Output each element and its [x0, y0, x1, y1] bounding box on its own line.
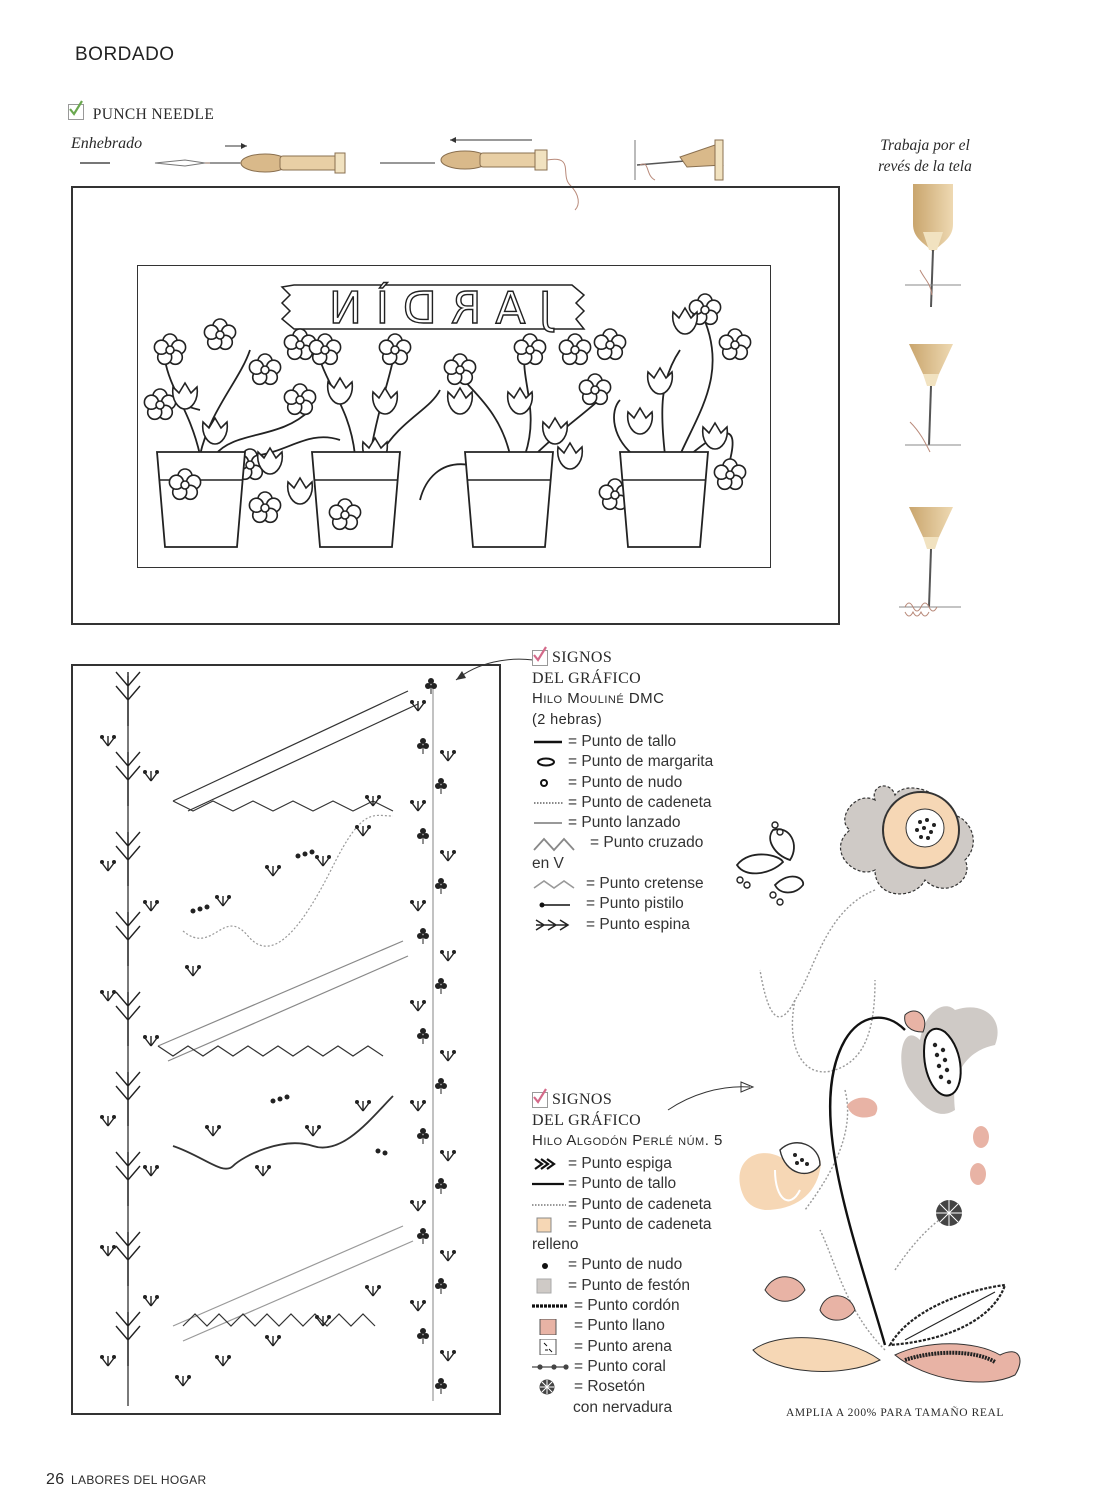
legend-item: = Punto de cadeneta [532, 1195, 712, 1215]
work-label [862, 135, 988, 177]
french-knot-icon [532, 775, 566, 791]
jardin-word: JARDÌN [314, 282, 552, 334]
checkbox-icon [532, 650, 548, 666]
work-label-line2: revés de la tela [878, 158, 972, 175]
legend-perle-thread: Hilo Algodón Perlé núm. 5 [532, 1132, 723, 1149]
cretan-stitch-icon [532, 876, 584, 892]
fly-stitch-icon [532, 917, 584, 933]
punch-steps-illustration [895, 182, 970, 632]
scale-note: AMPLIA A 200% PARA TAMAÑO REAL [786, 1407, 1005, 1419]
legend-dmc-thread: Hilo Mouliné DMC [532, 690, 665, 707]
punch-needle-heading [68, 104, 214, 124]
legend-perle-title1: SIGNOS [552, 1091, 613, 1108]
section-title: BORDADO [75, 44, 175, 65]
work-label-line1: Trabaja por el [880, 137, 970, 154]
legend-item: = Punto de cadeneta [532, 1215, 712, 1235]
cord-stitch-icon [532, 1298, 572, 1314]
buttonhole-icon [532, 1278, 566, 1294]
punch-needle-title: PUNCH NEEDLE [92, 106, 215, 123]
chain-stitch-icon [532, 1197, 566, 1213]
legend-dmc-list [532, 732, 713, 935]
coral-stitch-icon [532, 1359, 572, 1375]
spider-web-rose-icon [532, 1379, 572, 1395]
stem-stitch-icon [532, 734, 566, 750]
legend-item: en V [532, 854, 564, 872]
legend-item: = Punto espina [532, 915, 713, 935]
checkbox-icon [68, 104, 84, 120]
legend-item: = Punto de cadeneta [532, 793, 713, 813]
herringbone-icon [532, 1156, 566, 1172]
filled-chain-icon [532, 1217, 566, 1233]
legend-item: = Punto cretense [532, 874, 713, 894]
legend-dmc-title2: DEL GRÁFICO [532, 669, 642, 687]
arrow-icon [448, 652, 538, 692]
straight-stitch-icon [532, 815, 566, 831]
stitch-pattern-drawing [73, 666, 499, 1413]
legend-item: = Punto de tallo [532, 1174, 712, 1194]
legend-item: = Punto de margarita [532, 752, 713, 772]
legend-item: = Punto cordón [532, 1296, 712, 1316]
v-cross-stitch-icon [532, 836, 588, 852]
legend-item: = Punto de festón [532, 1276, 712, 1296]
knot-icon [532, 1258, 566, 1274]
lazy-daisy-icon [532, 754, 566, 770]
magazine-name: LABORES DEL HOGAR [71, 1473, 207, 1487]
legend-item: = Punto de nudo [532, 773, 713, 793]
legend-dmc-strands: (2 hebras) [532, 711, 603, 728]
legend-item: = Punto cruzado [532, 833, 713, 853]
checkbox-icon [532, 1092, 548, 1108]
legend-item: = Punto de nudo [532, 1255, 712, 1275]
pistil-stitch-icon [532, 897, 584, 913]
page-footer [46, 1471, 206, 1489]
legend-item: = Punto coral [532, 1357, 712, 1377]
legend-dmc-heading [532, 648, 665, 730]
legend-item: = Punto de tallo [532, 732, 713, 752]
satin-stitch-icon [532, 1319, 572, 1335]
legend-item: relleno [532, 1236, 579, 1254]
legend-perle-list [532, 1154, 712, 1418]
chain-stitch-icon [532, 795, 566, 811]
legend-item: = Rosetón [532, 1377, 712, 1397]
jacobean-flower-drawing [725, 770, 1040, 1390]
legend-item: = Punto arena [532, 1337, 712, 1357]
legend-dmc-title1: SIGNOS [552, 649, 613, 666]
legend-item: = Punto llano [532, 1316, 712, 1336]
legend-item: = Punto lanzado [532, 813, 713, 833]
flower-pots-drawing [140, 290, 770, 565]
legend-item: = Punto espiga [532, 1154, 712, 1174]
legend-item: = Punto pistilo [532, 894, 713, 914]
stem-stitch-icon [532, 1176, 566, 1192]
legend-item: con nervadura [573, 1398, 673, 1416]
legend-perle-title2: DEL GRÁFICO [532, 1111, 642, 1129]
threading-label: Enhebrado [71, 135, 143, 152]
page-number: 26 [46, 1471, 65, 1488]
seed-stitch-icon [532, 1339, 572, 1355]
